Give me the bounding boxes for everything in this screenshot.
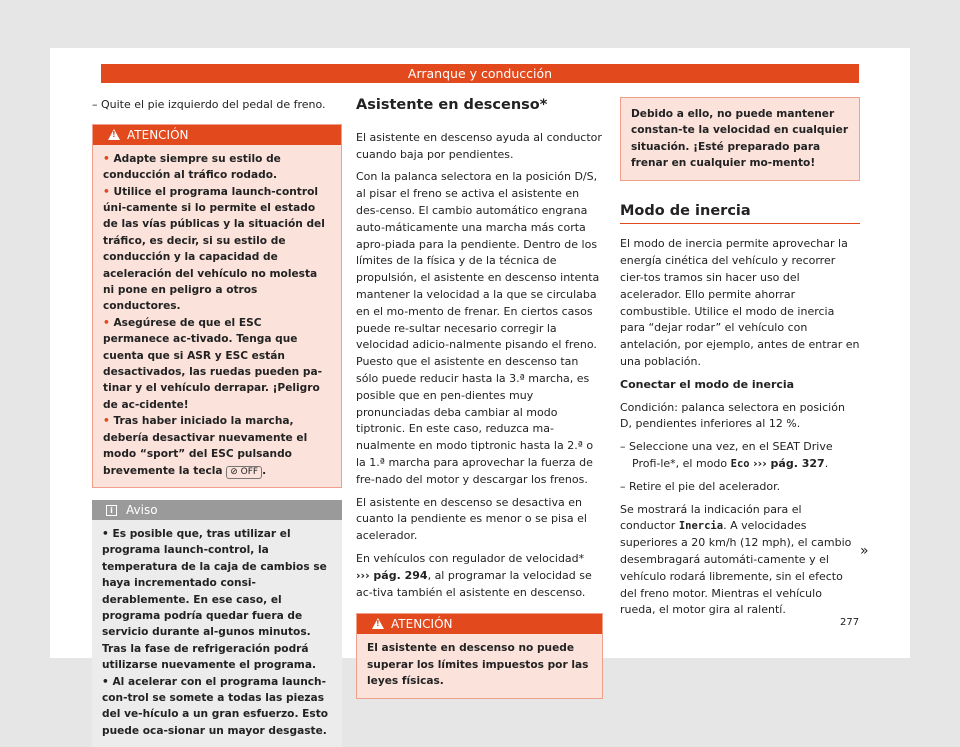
warning-header bbox=[357, 614, 602, 634]
note-title: Aviso bbox=[126, 502, 158, 517]
warning-continuation-box bbox=[620, 97, 860, 181]
step: – Seleccione una vez, en el SEAT Drive Profi-le*, el modo Eco ››› pág. 327. bbox=[620, 440, 833, 470]
warning-text: El asistente en descenso no puede superar los límites impuestos por las leyes físicas. bbox=[367, 642, 589, 688]
page-number: 277 bbox=[840, 617, 860, 628]
warning-item: • Asegúrese de que el ESC permanece ac-tivado. Tenga que cuenta que si ASR y ESC están desactivados, las ruedas pueden pa-tinar y el vehículo derrapar. ¡Peligro de ac-cidente! bbox=[103, 316, 323, 411]
warning-box bbox=[92, 124, 342, 488]
paragraph: El asistente en descenso se desactiva en cuanto la pendiente es menor o se pisa el acelerador. bbox=[356, 495, 587, 543]
section-title-coasting: Modo de inercia bbox=[620, 203, 860, 225]
paragraph: En vehículos con regulador de velocidad* ››› pág. 294, al programar la velocidad se ac-tiva también el asistente en descenso. bbox=[356, 551, 592, 599]
bullet-icon: • bbox=[103, 152, 114, 165]
step: – Retire el pie del acelerador. bbox=[620, 479, 781, 493]
warning-header bbox=[93, 125, 341, 145]
car-skid-icon: ⊘ bbox=[230, 466, 241, 477]
warning-title: ATENCIÓN bbox=[391, 617, 453, 632]
info-icon: i bbox=[106, 505, 117, 516]
warning-body bbox=[93, 145, 341, 487]
note-body bbox=[92, 520, 342, 747]
intro-step: – Quite el pie izquierdo del pedal de freno. bbox=[92, 98, 326, 111]
section-title-hill-descent: Asistente en descenso* bbox=[356, 97, 548, 113]
paragraph: El asistente en descenso ayuda al conductor cuando baja por pendientes. bbox=[356, 130, 602, 161]
warning-body bbox=[621, 98, 859, 180]
display-text: Eco bbox=[730, 457, 750, 470]
note-box bbox=[92, 500, 342, 747]
warning-item: • Utilice el programa launch-control úni-camente si lo permite el estado de las vías públicas y la situación del tráfico, es decir, si su estilo de conducción y la capacidad de aceleración del vehículo no molesta ni pone en peligro a otros conductores. bbox=[103, 185, 325, 313]
warning-box bbox=[356, 613, 603, 698]
bullet-icon: • bbox=[103, 415, 114, 428]
warning-text: Debido a ello, no puede mantener constan-te la velocidad en cualquier situación. ¡Esté preparado para frenar en cualquier mo-mento! bbox=[631, 108, 849, 170]
column-left bbox=[92, 97, 342, 747]
warning-item: • Adapte siempre su estilo de conducción al tráfico rodado. bbox=[103, 152, 281, 182]
note-item: • Es posible que, tras utilizar el programa launch-control, la temperatura de la caja de cambios se haya incrementado consi-derablemente. En ese caso, el programa podría quedar fuera de servicio durante al-gunos minutos. Tras la fase de refrigeración podrá utilizarse nuevamente el programa. bbox=[102, 527, 327, 672]
paragraph: Se mostrará la indicación para el conductor Inercia. A velocidades superiores a 20 km/h (12 mph), el cambio desembragará automáti-camente y el vehículo rodará libremente, sin el efecto del freno motor. Mientras el vehículo rueda, el motor gira al ralentí. bbox=[620, 502, 852, 617]
paragraph: Con la palanca selectora en la posición D/S, al pisar el freno se activa el asistente en des-censo. El cambio automático engrana auto-máticamente una marcha más corta apro-piada para la pendiente. Dentro de los límites de la física y de la técnica de propulsión, el asistente en descenso intenta mantener la velocidad a la que se circulaba en el mo-mento de frenar. En ciertos casos puede re-sultar necesario corregir la velocidad adicio-nalmente pisando el freno. Puesto que el asistente en descenso tan sólo puede reducir hasta la 3.ª marcha, es posible que en pen-dientes muy pronunciadas deba cambiar al modo tiptronic. En este caso, reduzca ma-nualmente en modo tiptronic hasta la 2.ª o la 1.ª marcha para aprovechar la fuerza de fre-nado del motor y descargar los frenos. bbox=[356, 170, 600, 486]
warning-triangle-icon bbox=[108, 129, 120, 140]
note-item: • Al acelerar con el programa launch-con-trol se somete a todas las piezas del ve-hículo a un gran esfuerzo. Esto puede oca-sionar un mayor desgaste. bbox=[102, 675, 329, 737]
note-header bbox=[92, 500, 342, 520]
subheading: Conectar el modo de inercia bbox=[620, 377, 795, 391]
column-middle bbox=[356, 97, 603, 699]
page-reference-link[interactable]: ››› pág. 294 bbox=[356, 568, 428, 582]
esc-off-key: ⊘ OFF bbox=[226, 466, 262, 479]
page-reference-link[interactable]: ››› pág. 327 bbox=[753, 456, 825, 470]
warning-title: ATENCIÓN bbox=[127, 127, 189, 142]
bullet-icon: • bbox=[103, 185, 114, 198]
warning-item: • Tras haber iniciado la marcha, debería desactivar nuevamente el modo “sport” del ESC pulsando brevemente la tecla ⊘ OFF . bbox=[103, 415, 308, 477]
display-text: Inercia bbox=[678, 520, 724, 533]
warning-triangle-icon bbox=[372, 618, 384, 629]
column-right bbox=[620, 97, 860, 625]
paragraph: El modo de inercia permite aprovechar la energía cinética del vehículo y recorrer cier-tos tramos sin hacer uso del acelerador. Ello permite ahorrar combustible. Utilice el modo de inercia para “dejar rodar” el vehículo con antelación, por ejemplo, antes de entrar en una población. bbox=[620, 237, 860, 368]
bullet-icon: • bbox=[103, 316, 114, 329]
continue-mark: » bbox=[860, 543, 869, 559]
paragraph: Condición: palanca selectora en posición D, pendientes inferiores al 12 %. bbox=[620, 400, 845, 431]
warning-body bbox=[357, 634, 602, 697]
chapter-header: Arranque y conducción bbox=[101, 64, 859, 83]
